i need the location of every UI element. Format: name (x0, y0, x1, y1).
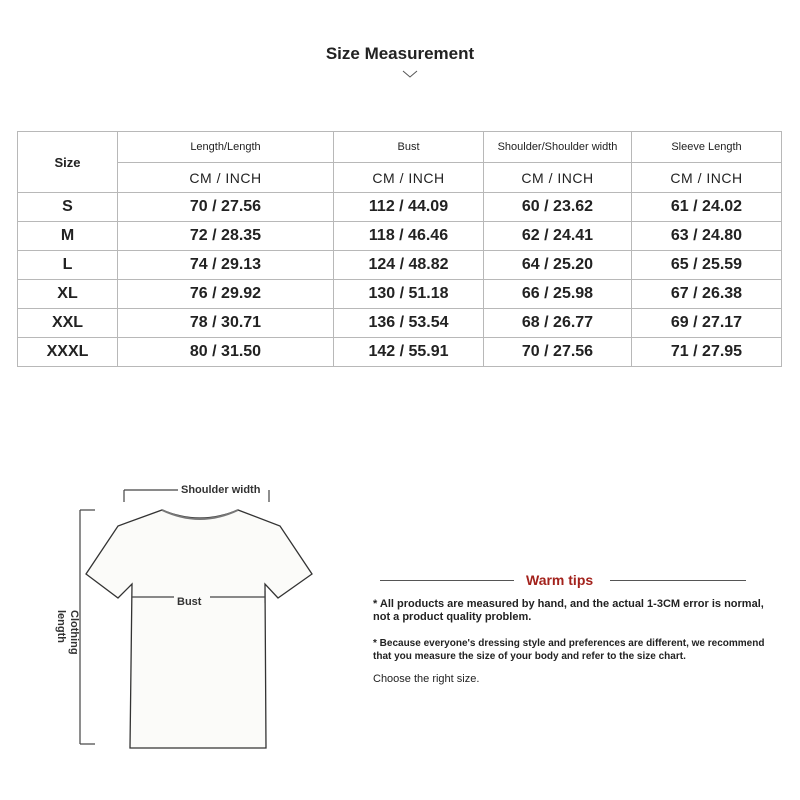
tshirt-outline (86, 510, 312, 748)
column-header-length: Length/Length (118, 132, 334, 163)
column-header-sleeve: Sleeve Length (632, 132, 782, 163)
clothing-label-line1: Clothing (68, 610, 80, 655)
tip-choose-size: Choose the right size. (373, 673, 480, 685)
unit-label: CM / INCH (484, 163, 632, 193)
value-cell: 80 / 31.50 (118, 338, 334, 367)
shoulder-width-label: Shoulder width (181, 484, 261, 496)
size-cell: XXL (18, 309, 118, 338)
table-row (18, 251, 782, 280)
value-cell: 68 / 26.77 (484, 309, 632, 338)
size-table (17, 131, 782, 367)
unit-label: CM / INCH (632, 163, 782, 193)
value-cell: 70 / 27.56 (118, 193, 334, 222)
tshirt-diagram (50, 480, 350, 760)
value-cell: 61 / 24.02 (632, 193, 782, 222)
value-cell: 136 / 53.54 (334, 309, 484, 338)
value-cell: 62 / 24.41 (484, 222, 632, 251)
table-header-row (18, 132, 782, 163)
tip-measurement-error: * All products are measured by hand, and the actual 1-3CM error is normal, not a product quality problem. (373, 598, 764, 623)
value-cell: 76 / 29.92 (118, 280, 334, 309)
tips-divider-right (610, 580, 746, 581)
clothing-length-label (54, 610, 80, 655)
value-cell: 65 / 25.59 (632, 251, 782, 280)
chevron-down-icon (402, 70, 418, 78)
unit-label: CM / INCH (334, 163, 484, 193)
value-cell: 78 / 30.71 (118, 309, 334, 338)
unit-row (18, 163, 782, 193)
value-cell: 72 / 28.35 (118, 222, 334, 251)
table-row (18, 309, 782, 338)
tip-dressing-style: * Because everyone's dressing style and preferences are different, we recommend that you measure the size of your body and refer to the size chart. (373, 638, 765, 662)
size-cell: S (18, 193, 118, 222)
value-cell: 112 / 44.09 (334, 193, 484, 222)
column-header-bust: Bust (334, 132, 484, 163)
bust-label: Bust (177, 596, 202, 608)
value-cell: 67 / 26.38 (632, 280, 782, 309)
size-cell: XXXL (18, 338, 118, 367)
value-cell: 60 / 23.62 (484, 193, 632, 222)
table-row (18, 338, 782, 367)
clothing-label-line2: length (55, 610, 67, 643)
size-cell: L (18, 251, 118, 280)
value-cell: 63 / 24.80 (632, 222, 782, 251)
value-cell: 66 / 25.98 (484, 280, 632, 309)
tips-title: Warm tips (526, 572, 594, 588)
value-cell: 69 / 27.17 (632, 309, 782, 338)
column-header-shoulder: Shoulder/Shoulder width (484, 132, 632, 163)
value-cell: 74 / 29.13 (118, 251, 334, 280)
value-cell: 142 / 55.91 (334, 338, 484, 367)
table-row (18, 280, 782, 309)
size-cell: XL (18, 280, 118, 309)
table-row (18, 222, 782, 251)
page-title: Size Measurement (325, 44, 475, 63)
size-column-header: Size (18, 132, 118, 193)
tips-divider-left (380, 580, 514, 581)
table-row (18, 193, 782, 222)
clothing-length-bracket (80, 510, 95, 744)
unit-label: CM / INCH (118, 163, 334, 193)
value-cell: 70 / 27.56 (484, 338, 632, 367)
size-cell: M (18, 222, 118, 251)
value-cell: 130 / 51.18 (334, 280, 484, 309)
value-cell: 118 / 46.46 (334, 222, 484, 251)
value-cell: 71 / 27.95 (632, 338, 782, 367)
value-cell: 124 / 48.82 (334, 251, 484, 280)
value-cell: 64 / 25.20 (484, 251, 632, 280)
